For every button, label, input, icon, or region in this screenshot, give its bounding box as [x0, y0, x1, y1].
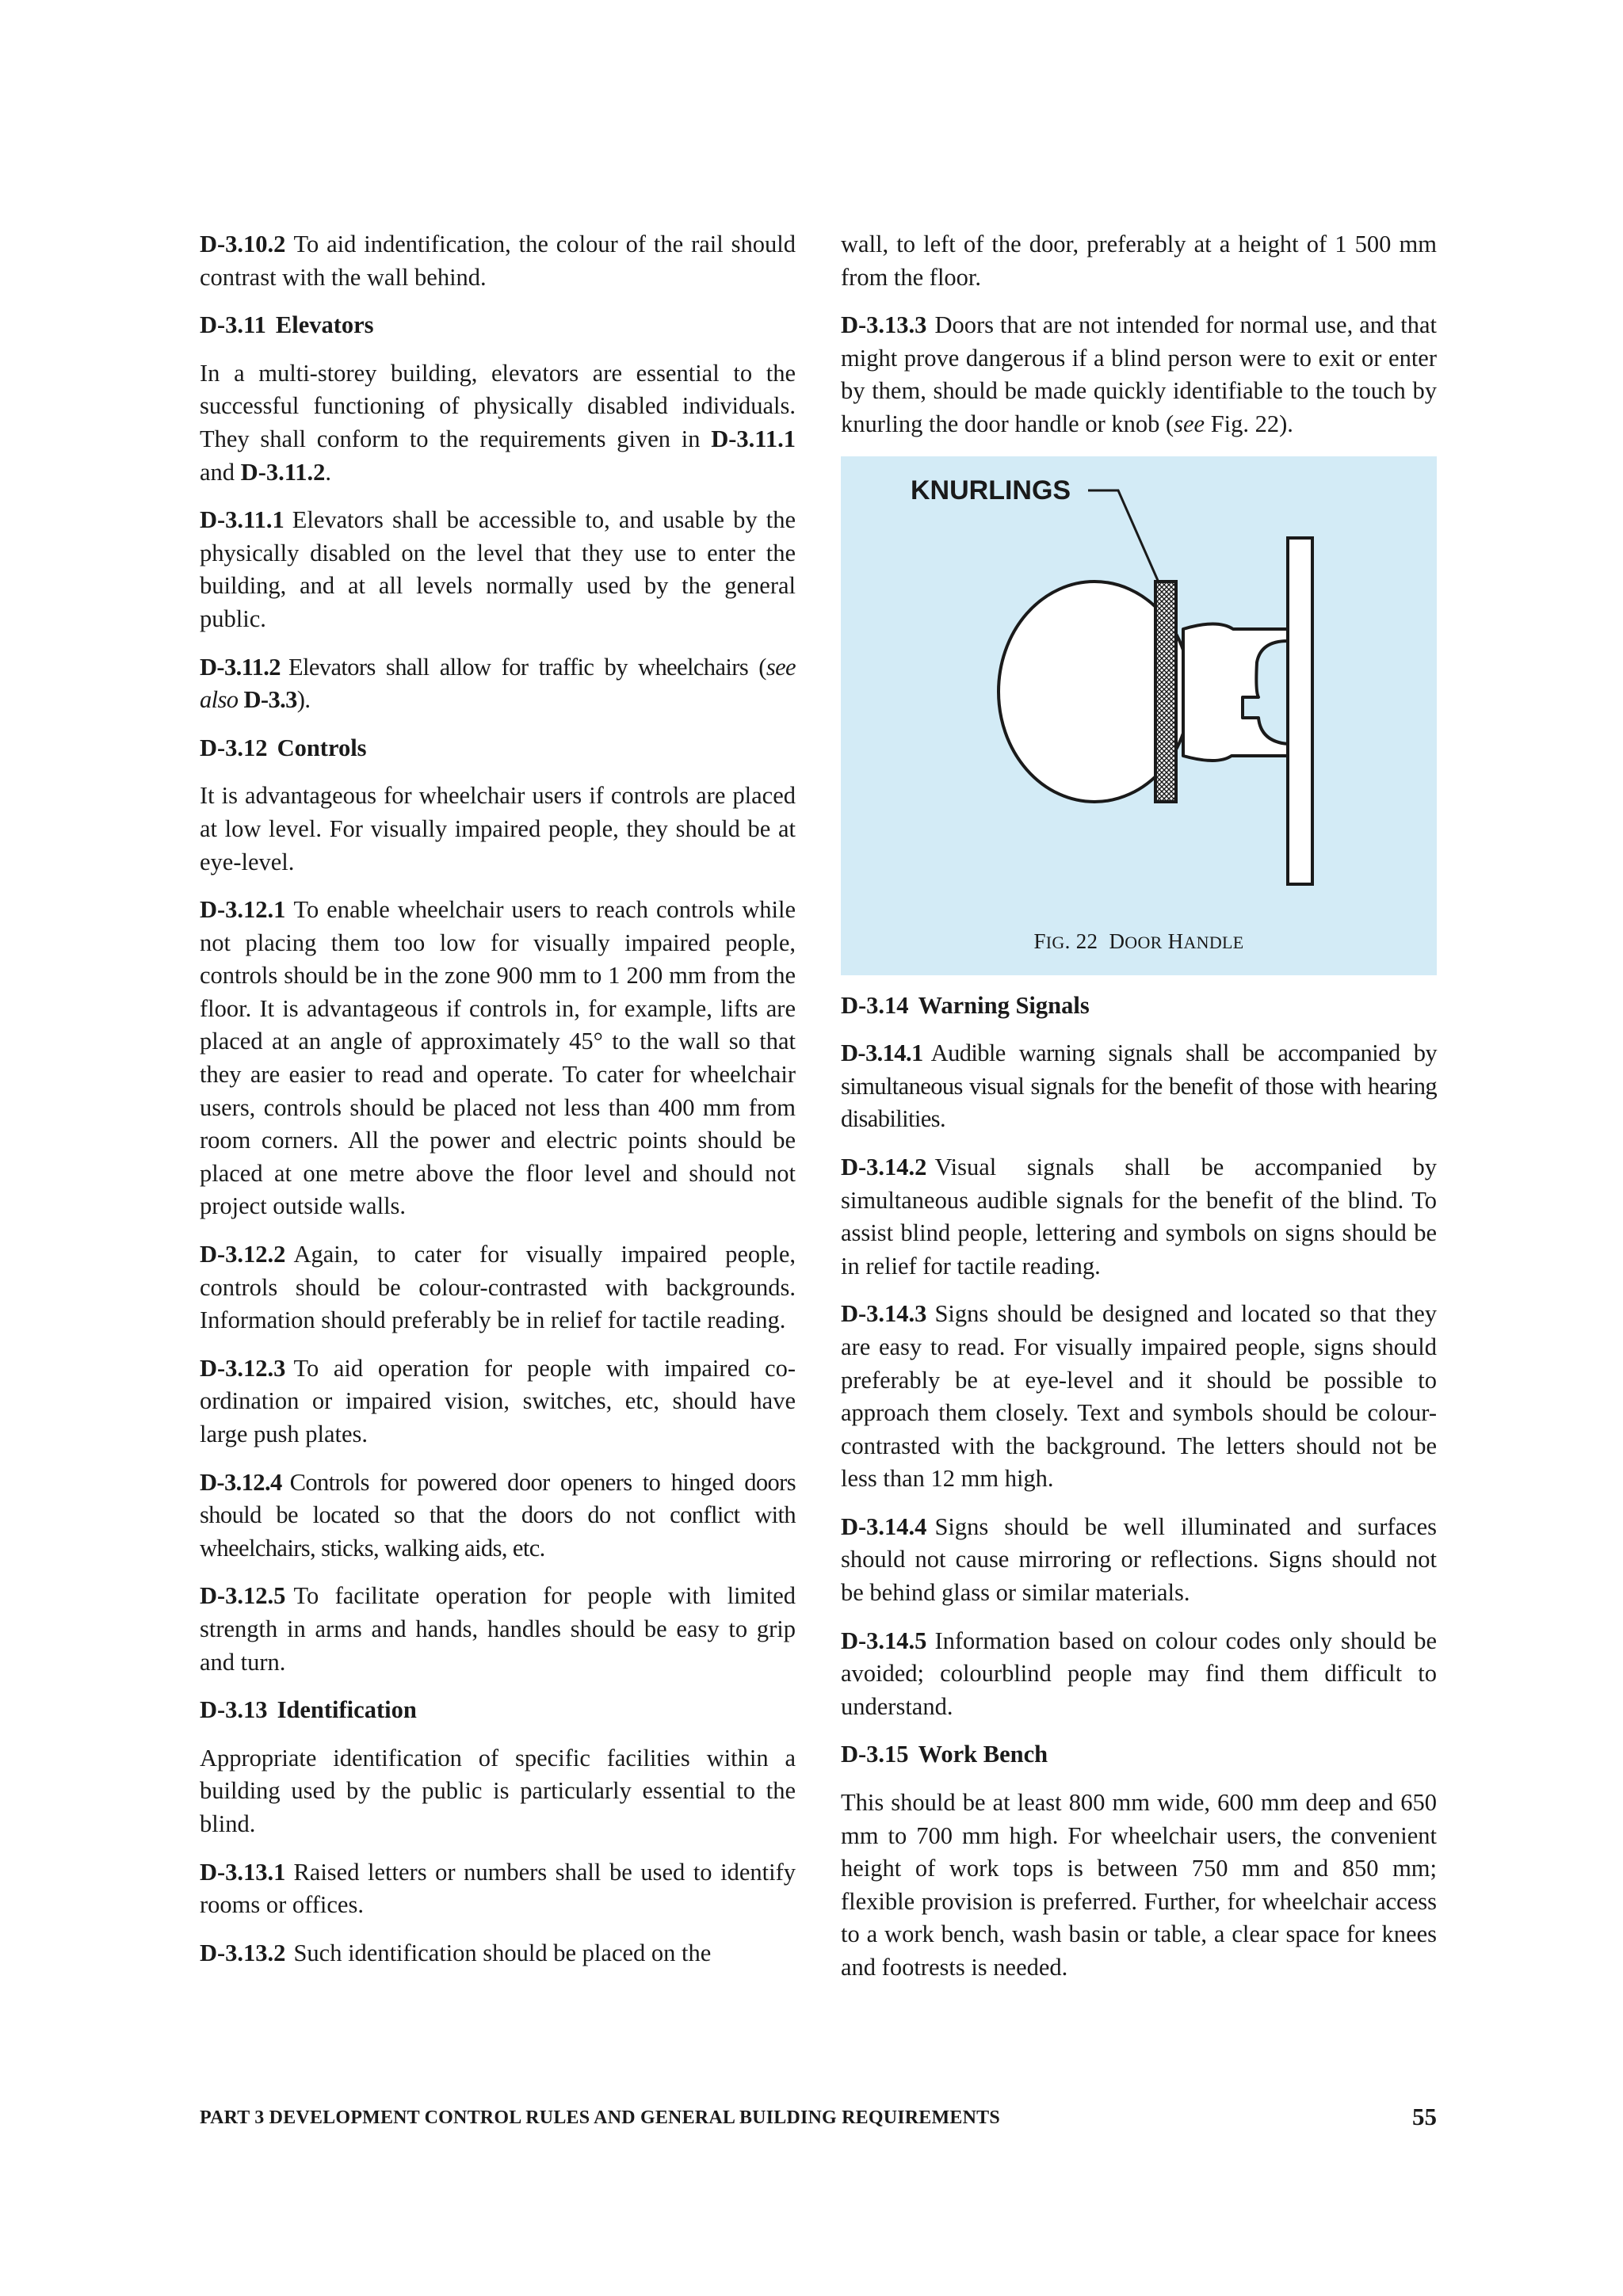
clause-d-3-13-1: [200, 1856, 796, 1922]
clause-number: D-3.13.1: [200, 1858, 286, 1886]
clause-d-3-13-2: [200, 1937, 796, 1970]
clause-text: To aid indentification, the colour of the rail should contrast with the wall behind.: [200, 231, 796, 291]
leader-line: [1088, 490, 1162, 589]
clause-d-3-11-1: [200, 504, 796, 635]
heading-identification: [200, 1694, 796, 1727]
door-handle-figure: [841, 456, 1437, 975]
clause-text: Elevators shall be accessible to, and usable by the physically disabled on the level that they use to enter the building, and at all levels normally used by the general public.: [200, 506, 796, 632]
footer-title: PART 3 DEVELOPMENT CONTROL RULES AND GENERAL BUILDING REQUIREMENTS: [200, 2107, 1000, 2128]
elevators-intro: In a multi-storey building, elevators are essential to the successful functioning of physically disabled individuals. They shall conform to the requirements given in D-3.11.1 and D-3.11.2.: [200, 359, 796, 486]
clause-number: D-3.11.2: [200, 653, 281, 681]
controls-intro: It is advantageous for wheelchair users if controls are placed at low level. For visually impaired people, they should be at eye-level.: [200, 782, 796, 875]
clause-number: D-3.14.2: [841, 1153, 927, 1180]
heading-controls: [200, 732, 796, 765]
clause-d-3-14-3: [841, 1298, 1437, 1496]
clause-d-3-12-4: [200, 1466, 796, 1566]
clause-d-3-12-5: [200, 1580, 796, 1679]
figure-caption: FIG. 22 DOOR HANDLE: [1033, 929, 1244, 953]
heading-number: D-3.14: [841, 991, 909, 1019]
clause-text: Controls for powered door openers to hinged doors should be located so that the doors do not conflict with wheelchairs, sticks, walking aids, etc.: [200, 1468, 796, 1562]
clause-text: Information based on colour codes only should be avoided; colourblind people may find them difficult to understand.: [841, 1627, 1437, 1720]
heading-title: Elevators: [275, 311, 374, 339]
heading-title: Controls: [277, 734, 367, 761]
clause-text: To enable wheelchair users to reach controls while not placing them too low for visually impaired people, controls should be in the zone 900 mm to 1 200 mm from the floor. It is advantageous if controls in, for example, lifts are placed at an angle of approximately 45° to the wall so that they are easier to read and operate. To cater for wheelchair users, controls should be placed not less than 400 mm from room corners. All the power and electric points should be placed at one metre above the floor level and should not project outside walls.: [200, 896, 796, 1220]
clause-text: Signs should be well illuminated and surfaces should not cause mirroring or reflections. Signs should not be behind glass or similar materials.: [841, 1512, 1437, 1607]
clause-number: D-3.12.4: [200, 1468, 282, 1496]
clause-number: D-3.14.4: [841, 1512, 927, 1540]
clause-number: D-3.13.3: [841, 311, 927, 339]
page-footer: [200, 2103, 1437, 2130]
clause-number: D-3.14.5: [841, 1627, 927, 1654]
left-column: [200, 228, 796, 1985]
clause-d-3-14-2: [841, 1151, 1437, 1283]
right-column: [841, 228, 1437, 2000]
clause-number: D-3.13.2: [200, 1939, 286, 1966]
clause-d-3-12-2: [200, 1238, 796, 1337]
clause-d-3-14-4: [841, 1511, 1437, 1610]
clause-d-3-14-5: [841, 1625, 1437, 1724]
clause-number: D-3.12.5: [200, 1582, 286, 1610]
heading-number: D-3.12: [200, 734, 268, 761]
handle-stem: [1183, 624, 1288, 761]
clause-number: D-3.12.2: [200, 1241, 286, 1268]
clause-d-3-13-3: D-3.13.3 Doors that are not intended for normal use, and that might prove dangerous if a blind person were to exit or enter by them, should be made quickly identifiable to the touch by knurling the door handle or knob (see Fig. 22).: [841, 311, 1437, 437]
heading-warning-signals: [841, 990, 1437, 1023]
heading-title: Work Bench: [918, 1741, 1048, 1768]
clause-number: D-3.10.2: [200, 231, 286, 257]
cross-reference: D-3.3: [243, 686, 297, 714]
clause-d-3-13-2-continued: wall, to left of the door, preferably at a height of 1 500 mm from the floor.: [841, 231, 1437, 291]
heading-work-bench: [841, 1738, 1437, 1772]
clause-text: Audible warning signals shall be accompanied by simultaneous visual signals for the benefit of those with hearing disabilities.: [841, 1039, 1437, 1133]
knurled-band: [1155, 582, 1176, 802]
clause-text: To facilitate operation for people with limited strength in arms and hands, handles should be easy to grip and turn.: [200, 1582, 796, 1676]
page-number: 55: [1412, 2103, 1437, 2130]
heading-number: D-3.13: [200, 1696, 268, 1724]
heading-number: D-3.11: [200, 311, 266, 339]
clause-d-3-10-2: [200, 228, 796, 294]
clause-text: Raised letters or numbers shall be used to identify rooms or offices.: [200, 1858, 796, 1919]
clause-number: D-3.11.1: [200, 506, 285, 534]
clause-text: Signs should be designed and located so that they are easy to read. For visually impaired people, signs should preferably be at eye-level and it should be possible to approach them closely. Text and symbols should be colour-contrasted with the background. The letters should not be less than 12 mm high.: [841, 1300, 1437, 1493]
door-handle-drawing: [841, 456, 1437, 975]
knurlings-label: KNURLINGS: [911, 475, 1071, 505]
clause-number: D-3.14.3: [841, 1300, 927, 1328]
identification-intro: Appropriate identification of specific facilities within a building used by the public is particularly essential to the blind.: [200, 1744, 796, 1837]
back-plate: [1288, 538, 1312, 884]
work-bench-text: This should be at least 800 mm wide, 600 mm deep and 650 mm to 700 mm high. For wheelchair users, the convenient height of work tops is between 750 mm and 850 mm; flexible provision is preferred. Further, for wheelchair access to a work bench, wash basin or table, a clear space for knees and footrests is needed.: [841, 1789, 1437, 1981]
heading-number: D-3.15: [841, 1741, 909, 1768]
heading-title: Warning Signals: [918, 991, 1090, 1019]
cross-reference: D-3.11.1: [711, 425, 796, 452]
clause-d-3-12-1: [200, 894, 796, 1223]
clause-number: D-3.14.1: [841, 1039, 923, 1067]
clause-d-3-11-2: D-3.11.2 Elevators shall allow for traffic by wheelchairs (see also D-3.3).: [200, 653, 796, 714]
clause-d-3-14-1: [841, 1037, 1437, 1136]
clause-text: Visual signals shall be accompanied by simultaneous audible signals for the benefit of the blind. To assist blind people, lettering and symbols on signs should be in relief for tactile reading.: [841, 1153, 1437, 1280]
clause-number: D-3.12.1: [200, 896, 286, 924]
clause-number: D-3.12.3: [200, 1354, 286, 1382]
clause-text: Again, to cater for visually impaired people, controls should be colour-contrasted with backgrounds. Information should preferably be in relief for tactile reading.: [200, 1241, 796, 1334]
cross-reference: D-3.11.2: [240, 458, 326, 486]
clause-text: To aid operation for people with impaired co-ordination or impaired vision, switches, etc, should have large push plates.: [200, 1354, 796, 1447]
clause-d-3-12-3: [200, 1352, 796, 1451]
heading-elevators: [200, 309, 796, 342]
heading-title: Identification: [277, 1696, 417, 1724]
clause-text: Such identification should be placed on the: [293, 1939, 712, 1966]
